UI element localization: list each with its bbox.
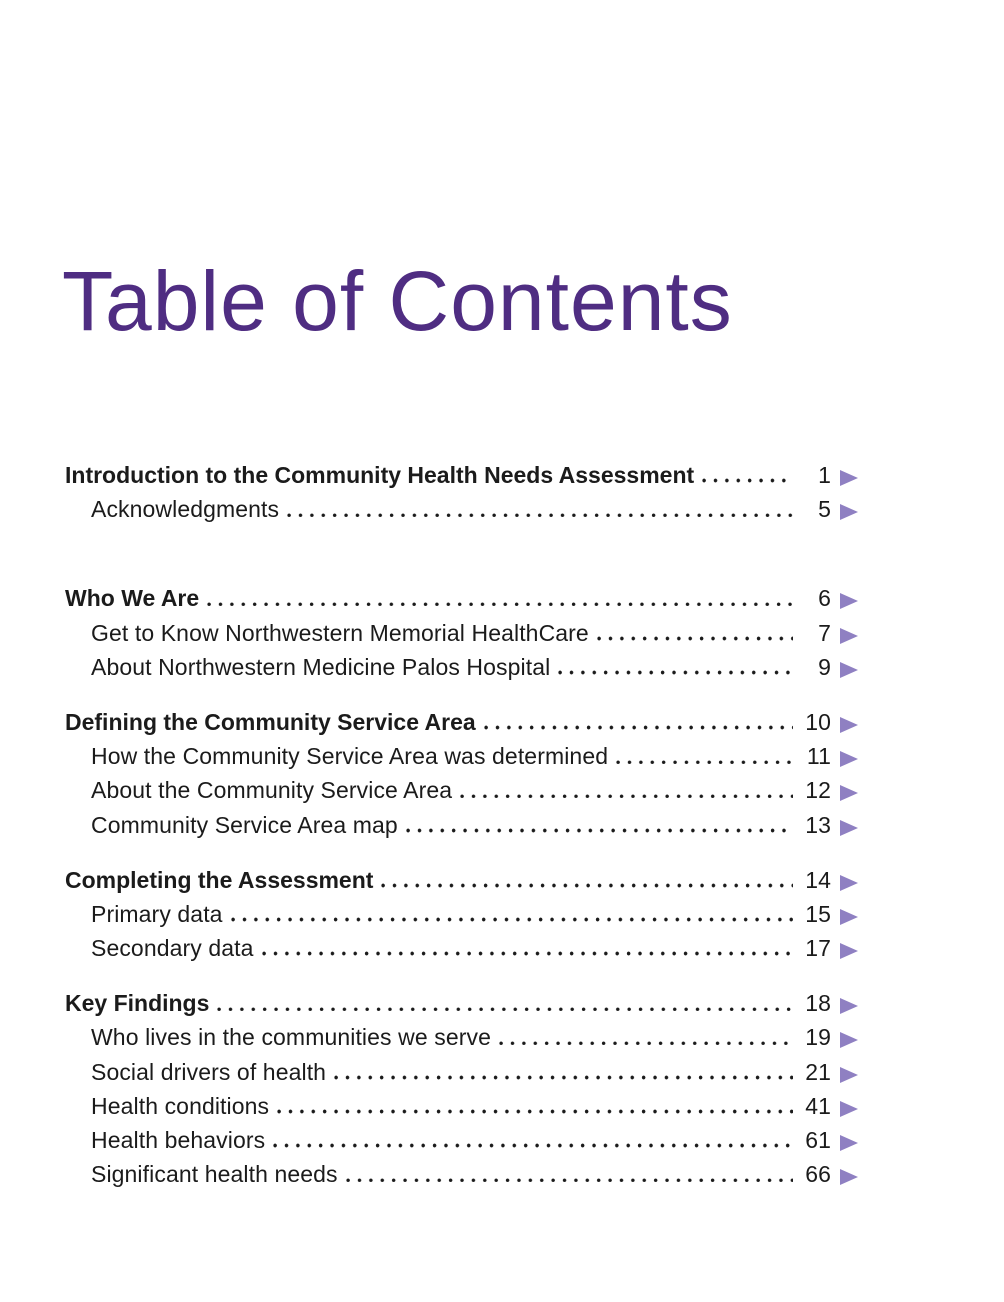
arrow-right-icon[interactable] [840,662,858,678]
toc-group-key-findings [65,986,858,1191]
arrow-right-icon[interactable] [840,785,858,801]
arrow-right-icon[interactable] [840,1101,858,1117]
arrow-right-icon[interactable] [840,909,858,925]
dotted-leader [484,725,793,730]
toc-entry-label: Who lives in the communities we serve [91,1024,491,1051]
arrow-right-icon[interactable] [840,1135,858,1151]
toc-entry-label: Health conditions [91,1092,270,1119]
toc-entry-page: 14 [805,866,831,893]
toc-entry-label: Completing the Assessment [65,866,374,893]
arrow-right-icon[interactable] [840,875,858,891]
dotted-leader [702,478,793,483]
toc-entry-page: 5 [818,496,831,523]
toc-entry-about-nm-palos-hospital[interactable] [65,650,858,684]
toc-entry-completing-assessment[interactable] [65,863,858,897]
toc-group-completing-assessment [65,863,858,966]
toc-entry-label: Community Service Area map [91,811,398,838]
toc-entry-page: 19 [805,1024,831,1051]
toc-entry-get-to-know-nmhc[interactable] [65,616,858,650]
toc-entry-label: Acknowledgments [91,496,280,523]
toc-entry-page: 13 [805,811,831,838]
toc-entry-health-conditions[interactable] [65,1089,858,1123]
table-of-contents [65,458,858,1191]
toc-group-defining-csa [65,705,858,842]
toc-entry-significant-health-needs[interactable] [65,1157,858,1191]
toc-entry-label: Social drivers of health [91,1058,327,1085]
toc-entry-csa-map[interactable] [65,808,858,842]
toc-entry-label: Primary data [91,900,223,927]
toc-entry-who-lives-in-communities[interactable] [65,1020,858,1054]
dotted-leader [262,951,793,956]
arrow-right-icon[interactable] [840,820,858,836]
dotted-leader [616,760,793,765]
toc-entry-introduction[interactable] [65,458,858,492]
dotted-leader [273,1143,793,1148]
toc-entry-page: 6 [818,585,831,612]
arrow-right-icon[interactable] [840,504,858,520]
toc-entry-label: Key Findings [65,990,210,1017]
toc-entry-about-csa[interactable] [65,773,858,807]
dotted-leader [277,1109,793,1114]
arrow-right-icon[interactable] [840,470,858,486]
dotted-leader [207,602,793,607]
page-title: Table of Contents [62,254,733,348]
toc-group-who-we-are [65,581,858,684]
arrow-right-icon[interactable] [840,1067,858,1083]
toc-entry-label: Defining the Community Service Area [65,708,476,735]
arrow-right-icon[interactable] [840,1169,858,1185]
toc-entry-page: 18 [805,990,831,1017]
toc-entry-label: Who We Are [65,585,200,612]
arrow-right-icon[interactable] [840,593,858,609]
dotted-leader [346,1178,793,1183]
toc-entry-page: 61 [805,1127,831,1153]
toc-entry-page: 10 [805,708,831,735]
arrow-right-icon[interactable] [840,943,858,959]
toc-entry-page: 1 [818,462,831,488]
toc-entry-page: 21 [805,1058,831,1085]
toc-entry-page: 7 [818,619,831,646]
toc-entry-label: Significant health needs [91,1161,338,1188]
toc-entry-label: Health behaviors [91,1127,266,1153]
toc-entry-page: 66 [805,1161,831,1188]
dotted-leader [406,828,793,833]
toc-entry-label: About Northwestern Medicine Palos Hospital [91,653,551,680]
toc-entry-secondary-data[interactable] [65,931,858,965]
toc-entry-label: Get to Know Northwestern Memorial HealthCare [91,619,589,646]
toc-entry-page: 12 [805,777,831,804]
dotted-leader [334,1075,793,1080]
toc-entry-label: Introduction to the Community Health Needs Assessment [65,462,695,488]
dotted-leader [460,794,793,799]
toc-entry-page: 41 [805,1092,831,1119]
dotted-leader [558,670,793,675]
dotted-leader [217,1007,793,1012]
toc-entry-acknowledgments[interactable] [65,492,858,526]
dotted-leader [287,513,793,518]
toc-entry-page: 15 [805,900,831,927]
toc-entry-label: Secondary data [91,935,254,962]
dotted-leader [231,917,793,922]
toc-entry-page: 9 [818,653,831,680]
toc-entry-defining-csa[interactable] [65,705,858,739]
dotted-leader [499,1041,793,1046]
toc-entry-page: 17 [805,935,831,962]
toc-entry-health-behaviors[interactable] [65,1123,858,1157]
arrow-right-icon[interactable] [840,628,858,644]
arrow-right-icon[interactable] [840,998,858,1014]
arrow-right-icon[interactable] [840,717,858,733]
toc-entry-label: About the Community Service Area [91,777,453,804]
toc-entry-label: How the Community Service Area was determined [91,743,609,770]
arrow-right-icon[interactable] [840,751,858,767]
toc-entry-key-findings[interactable] [65,986,858,1020]
toc-group-introduction [65,458,858,526]
arrow-right-icon[interactable] [840,1032,858,1048]
toc-entry-page: 11 [806,743,831,770]
toc-entry-who-we-are[interactable] [65,581,858,615]
toc-entry-how-csa-determined[interactable] [65,739,858,773]
toc-entry-social-drivers[interactable] [65,1055,858,1089]
dotted-leader [381,883,793,888]
toc-entry-primary-data[interactable] [65,897,858,931]
dotted-leader [597,636,793,641]
